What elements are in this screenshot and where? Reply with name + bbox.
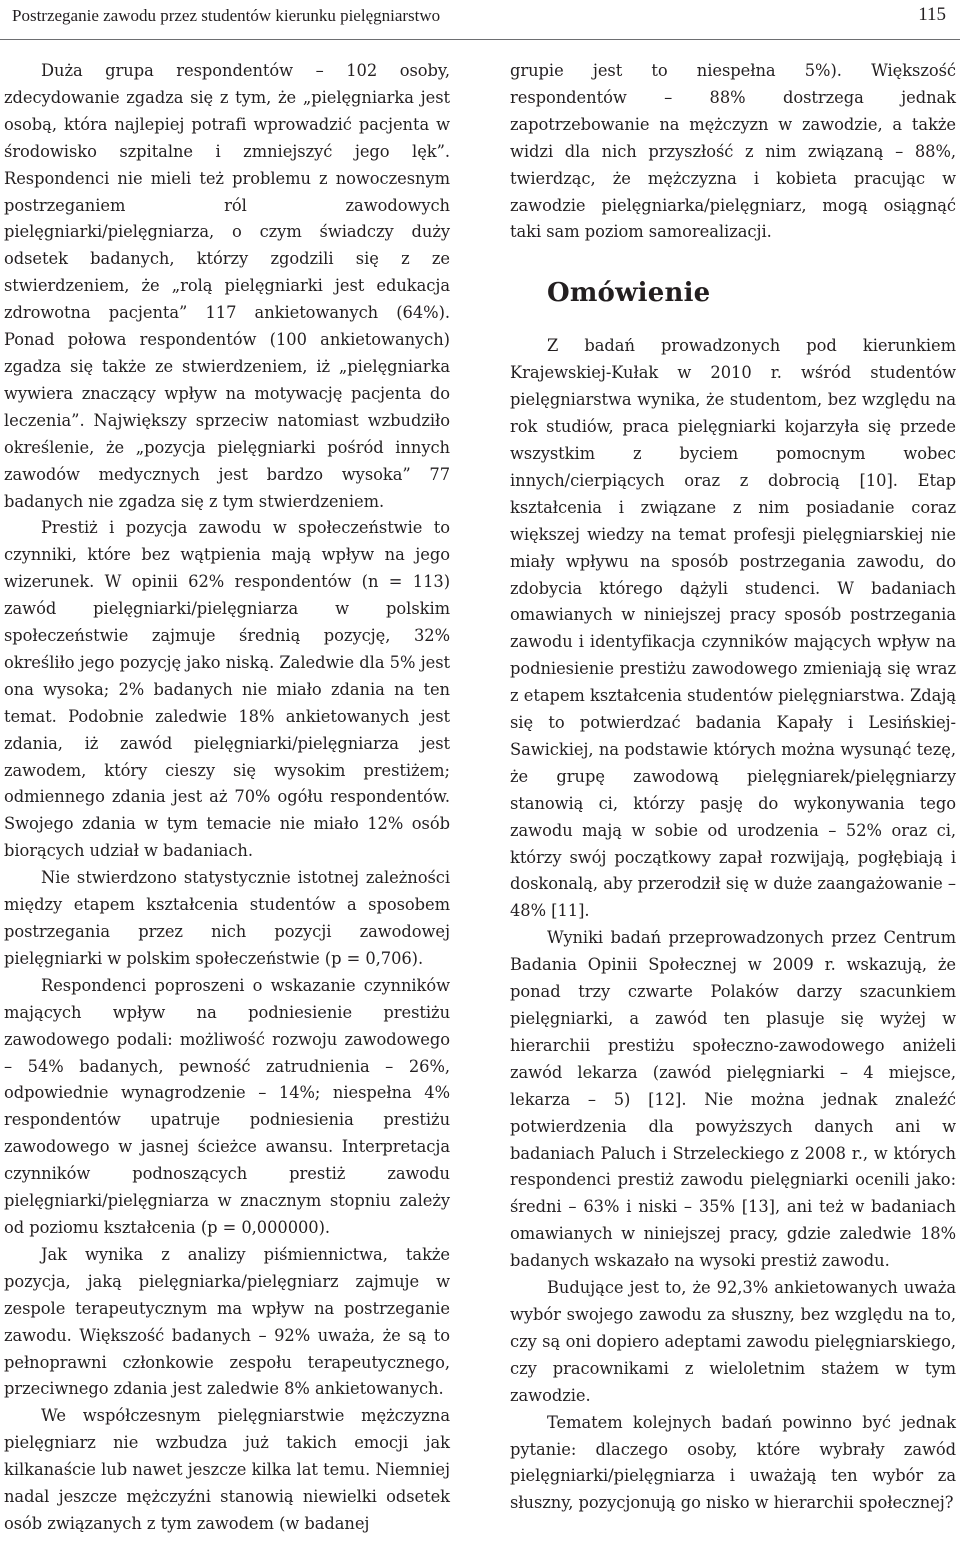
left-column bbox=[4, 58, 450, 1538]
paragraph: Wyniki badań przeprowadzonych przez Centrum Badania Opinii Społecznej w 2009 r. wskazują, że ponad trzy czwarte Polaków darzy szacunkiem pielęgniarki, a zawód ten plasuje się wyżej w hierarchii prestiżu społeczno-zawodowego aniżeli zawód lekarza (zawód pielęgniarki – 4 miejsce, lekarza – 5) [12]. Nie można jednak znaleźć potwierdzenia dla powyższych danych ani w badaniach Paluch i Strzeleckiego z 2008 r., w których respondenci prestiż zawodu pielęgniarki ocenili jako: średni – 63% i niski – 35% [13], ani też w badaniach omawianych w niniejszej pracy, gdzie zaledwie 18% badanych wskazało na wysoki prestiż zawodu. bbox=[510, 928, 956, 1271]
paragraph: Jak wynika z analizy piśmiennictwa, także pozycja, jaką pielęgniarka/pielęgniarz zajmuje w zespole terapeutycznym ma wpływ na postrzeganie zawodu. Większość badanych – 92% uważa, że są to pełnoprawni członkowie zespołu terapeutycznego, przeciwnego zdania jest zaledwie 8% ankietowanych. bbox=[4, 1244, 450, 1399]
paragraph: Duża grupa respondentów – 102 osoby, zdecydowanie zgadza się z tym, że „pielęgniarka jest osobą, która najlepiej potrafi wprowadzić pacjenta w środowisko szpitalne i zmniejszyć jego lęk”. Respondenci nie mieli też problemu z nowoczesnym postrzeganiem ról zawodowych pielęgniarki/pielęgniarza, o czym świadczy duży odsetek badanych, którzy zgodzili się z ze stwierdzeniem, że „rolą pielęgniarki jest edukacja zdrowotna pacjenta” 117 ankietowanych (64%). Ponad połowa respondentów (100 ankietowanych) zgadza się także ze stwierdzeniem, iż „pielęgniarka wywiera znaczący wpływ na motywację pacjenta do leczenia”. Największy sprzeciw natomiast wzbudziło określenie, że „pozycja pielęgniarki pośród innych zawodów medycznych jest bardzo wysoka” 77 badanych nie zgadza się z tym stwierdzeniem. bbox=[4, 61, 450, 511]
paragraph: We współczesnym pielęgniarstwie mężczyzna pielęgniarz nie wzbudza już takich emocji jak kilkanaście lub nawet jeszcze kilka lat temu. Niemniej nadal jeszcze mężczyźni stanowią niewielki odsetek osób związanych z tym zawodem (w badanej bbox=[4, 1406, 450, 1533]
paragraph: Prestiż i pozycja zawodu w społeczeństwie to czynniki, które bez wątpienia mają wpływ na jego wizerunek. W opinii 62% respondentów (n = 113) zawód pielęgniarki/pielęgniarza w polskim społeczeństwie zajmuje średnią pozycję, 32% określiło jego pozycję jako niską. Zaledwie dla 5% jest ona wysoka; 2% badanych nie miało zdania na ten temat. Podobnie zaledwie 18% ankietowanych jest zdania, iż zawód pielęgniarki/pielęgniarza jest zawodem, który cieszy się wysokim prestiżem; odmiennego zdania jest aż 70% ogółu respondentów. Swojego zdania w tym temacie nie miało 12% osób biorących udział w badaniach. bbox=[4, 518, 450, 861]
section-heading: Omówienie bbox=[547, 278, 711, 309]
running-header bbox=[0, 0, 960, 40]
running-title: Postrzeganie zawodu przez studentów kierunku pielęgniarstwo bbox=[12, 6, 441, 25]
paragraph: Tematem kolejnych badań powinno być jednak pytanie: dlaczego osoby, które wybrały zawód pielęgniarki/pielęgniarza i uważają ten wybór za słuszny, pozycjonują go nisko w hierarchii społecznej? bbox=[510, 1412, 956, 1513]
page-number: 115 bbox=[918, 4, 946, 25]
paragraph-continuation: grupie jest to niespełna 5%). Większość respondentów – 88% dostrzega jednak zapotrzebowanie na mężczyzn w zawodzie, a także widzi dla nich przyszłość z nim związaną – 88%, twierdząc, że mężczyzna i kobieta pracując w zawodzie pielęgniarka/pielęgniarz, mogą osiągnąć taki sam poziom samorealizacji. bbox=[510, 61, 956, 242]
paragraph: Respondenci poproszeni o wskazanie czynników mających wpływ na podniesienie prestiżu zawodowego podali: możliwość rozwoju zawodowego – 54% badanych, pewność zatrudnienia – 26%, odpowiednie wynagrodzenie – 14%; niespełna 4% respondentów upatruje podniesienia prestiżu zawodowego w jasnej ścieżce awansu. Interpretacja czynników podnoszących prestiż zawodu pielęgniarki/pielęgniarza w znacznym stopniu zależy od poziomu kształcenia (p = 0,000000). bbox=[4, 975, 450, 1237]
paragraph: Nie stwierdzono statystycznie istotnej zależności między etapem kształcenia studentów a sposobem postrzegania przez nich pozycji zawodowej pielęgniarki w polskim społeczeństwie (p = 0,706). bbox=[4, 868, 450, 968]
paragraph: Z badań prowadzonych pod kierunkiem Krajewskiej-Kułak w 2010 r. wśród studentów pielęgniarstwa wynika, że studentom, bez względu na rok studiów, praca pielęgniarki kojarzyła się przede wszystkim z byciem pomocnym wobec innych/cierpiących oraz z dobrocią [10]. Etap kształcenia i związane z nim posiadanie coraz większej wiedzy na temat profesji pielęgniarskiej nie miały wpływu na sposób postrzegania zawodu, do zdobycia którego dążyli studenci. W badaniach omawianych w niniejszej pracy sposób postrzegania zawodu i identyfikacja czynników mających wpływ na podniesienie prestiżu zawodowego zmieniają się wraz z etapem kształcenia studentów pielęgniarstwa. Zdają się to potwierdzać badania Kapały i Lesińskiej-Sawickiej, na podstawie których można wysunąć tezę, że grupę zawodową pielęgniarek/pielęgniarzy stanowią ci, którzy pasję do wykonywania tego zawodu mają w sobie od urodzenia – 52% oraz ci, którzy swój początkowy zapał rozwijają, pogłębiają i doskonalą, aby przerodził się w duże zaangażowanie – 48% [11]. bbox=[510, 336, 956, 921]
right-column bbox=[510, 58, 956, 1517]
paragraph: Budujące jest to, że 92,3% ankietowanych uważa wybór swojego zawodu za słuszny, bez względu na to, czy są oni dopiero adeptami zawodu pielęgniarskiego, czy pracownikami z wieloletnim stażem w tym zawodzie. bbox=[510, 1278, 956, 1405]
